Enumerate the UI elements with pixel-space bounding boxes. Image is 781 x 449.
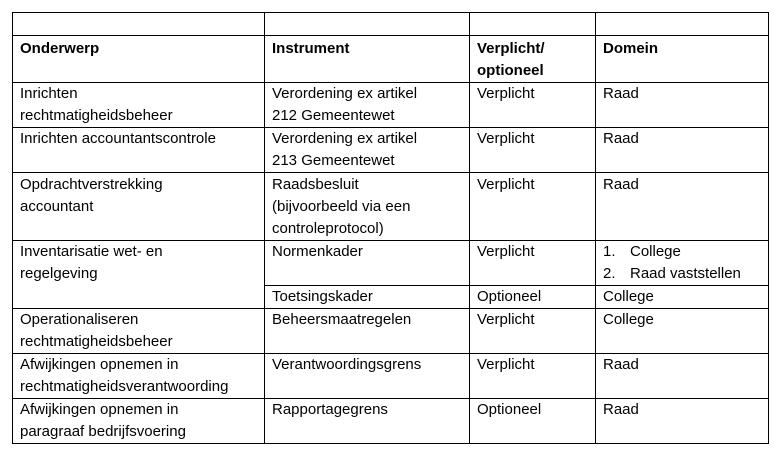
cell-text-line: Opdrachtverstrekking: [20, 176, 163, 193]
cell-text-line: rechtmatigheidsverantwoording: [20, 378, 229, 395]
list-number: 1.: [603, 243, 616, 260]
header-row: [13, 36, 769, 83]
header-verplicht-line-2: optioneel: [477, 62, 544, 79]
empty-cell: [265, 13, 470, 36]
cell-text-line: Verantwoordingsgrens: [272, 356, 422, 373]
table-row: [13, 309, 769, 354]
cell-instrument: [265, 309, 470, 354]
cell-instrument: [265, 354, 470, 399]
cell-onderwerp: [13, 241, 265, 309]
cell-onderwerp: [13, 309, 265, 354]
cell-text-line: Afwijkingen opnemen in: [20, 356, 179, 373]
table-row: [13, 83, 769, 128]
cell-onderwerp: [13, 128, 265, 173]
cell-text-line: Verordening ex artikel: [272, 130, 418, 147]
cell-instrument: [265, 286, 470, 309]
header-verplicht: [470, 36, 596, 83]
table-row: [13, 128, 769, 173]
cell-onderwerp: [13, 83, 265, 128]
cell-text-line: rechtmatigheidsbeheer: [20, 107, 173, 124]
cell-text-line: 212 Gemeentewet: [272, 107, 395, 124]
cell-verplicht: Verplicht: [470, 309, 596, 354]
empty-cell: [13, 13, 265, 36]
empty-cell: [470, 13, 596, 36]
cell-text-line: accountant: [20, 198, 94, 215]
list-item: [603, 263, 762, 285]
cell-text-line: 213 Gemeentewet: [272, 152, 395, 169]
header-domein: Domein: [596, 36, 769, 83]
list-item: [603, 241, 762, 263]
cell-domein: [596, 241, 769, 286]
cell-instrument: [265, 241, 470, 286]
cell-text-line: (bijvoorbeeld via een: [272, 198, 411, 215]
cell-text-line: Rapportagegrens: [272, 401, 388, 418]
cell-verplicht: Verplicht: [470, 83, 596, 128]
cell-verplicht: Verplicht: [470, 241, 596, 286]
cell-instrument: [265, 83, 470, 128]
cell-onderwerp: [13, 399, 265, 444]
list-number: 2.: [603, 265, 616, 282]
domein-numbered-list: [603, 241, 762, 285]
header-onderwerp: Onderwerp: [13, 36, 265, 83]
header-instrument: Instrument: [265, 36, 470, 83]
list-text: College: [630, 243, 681, 260]
cell-text-line: Inrichten accountantscontrole: [20, 130, 216, 147]
table-row: [13, 354, 769, 399]
table-row: [13, 399, 769, 444]
cell-verplicht: Optioneel: [470, 286, 596, 309]
empty-cell: [596, 13, 769, 36]
cell-text-line: Verordening ex artikel: [272, 85, 418, 102]
table-row: [13, 173, 769, 241]
cell-text-line: regelgeving: [20, 265, 98, 282]
cell-domein: Raad: [596, 173, 769, 241]
cell-text-line: rechtmatigheidsbeheer: [20, 333, 173, 350]
list-text: Raad vaststellen: [630, 265, 741, 282]
cell-instrument: [265, 173, 470, 241]
cell-verplicht: Verplicht: [470, 128, 596, 173]
cell-instrument: [265, 399, 470, 444]
cell-domein: Raad: [596, 354, 769, 399]
cell-text-line: Normenkader: [272, 243, 363, 260]
table-row: [13, 241, 769, 286]
cell-text-line: Inventarisatie wet- en: [20, 243, 163, 260]
cell-text-line: paragraaf bedrijfsvoering: [20, 423, 186, 440]
cell-text-line: Operationaliseren: [20, 311, 139, 328]
cell-domein: College: [596, 286, 769, 309]
cell-verplicht: Verplicht: [470, 354, 596, 399]
cell-onderwerp: [13, 354, 265, 399]
cell-verplicht: Verplicht: [470, 173, 596, 241]
cell-domein: Raad: [596, 128, 769, 173]
cell-text-line: Afwijkingen opnemen in: [20, 401, 179, 418]
cell-onderwerp: [13, 173, 265, 241]
cell-domein: Raad: [596, 399, 769, 444]
cell-domein: Raad: [596, 83, 769, 128]
cell-instrument: [265, 128, 470, 173]
cell-text-line: controleprotocol): [272, 220, 384, 237]
cell-text-line: Beheersmaatregelen: [272, 311, 412, 328]
cell-text-line: Raadsbesluit: [272, 176, 359, 193]
cell-text-line: Inrichten: [20, 85, 78, 102]
cell-text-line: Toetsingskader: [272, 288, 373, 305]
empty-row: [13, 13, 769, 36]
instruments-table: [12, 12, 769, 444]
header-verplicht-line-1: Verplicht/: [477, 40, 545, 57]
cell-verplicht: Optioneel: [470, 399, 596, 444]
cell-domein: College: [596, 309, 769, 354]
